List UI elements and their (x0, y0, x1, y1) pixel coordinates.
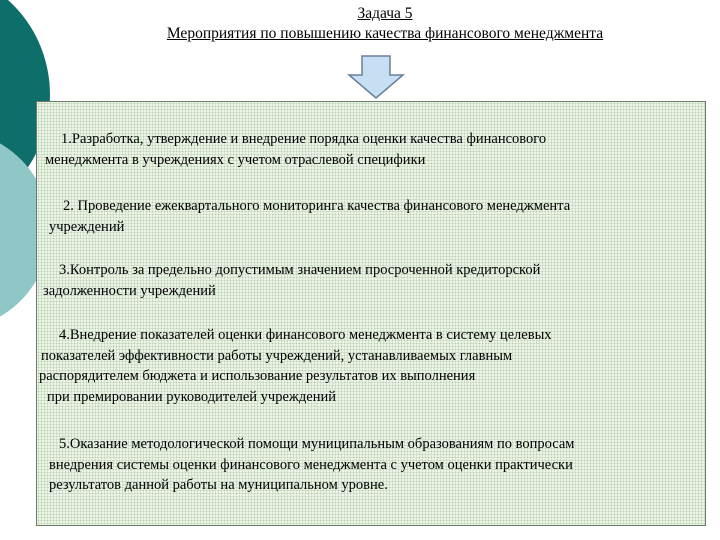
measure-line: менеджмента в учреждениях с учетом отраслевой специфики (45, 151, 426, 168)
task-heading: Мероприятия по повышению качества финансового менеджмента (166, 25, 604, 42)
measure-item-2 (49, 196, 571, 237)
measure-item-3 (43, 260, 541, 301)
measure-line: учреждений (49, 218, 125, 235)
measure-line: распорядителем бюджета и использование результатов их выполнения (39, 368, 476, 384)
measure-line: результатов данной работы на муниципальном уровне. (49, 477, 388, 493)
measures-panel (36, 101, 706, 526)
measure-item-1 (45, 129, 547, 170)
measure-line: показателей эффективности работы учреждений, устанавливаемых главным (41, 347, 513, 364)
measure-item-4 (39, 325, 552, 407)
measure-line: при премировании руководителей учреждений (47, 388, 337, 405)
measure-line: 2. Проведение ежеквартального мониторинга качества финансового менеджмента (63, 198, 571, 214)
measure-line: внедрения системы оценки финансового менеджмента с учетом оценки практически (49, 456, 573, 473)
page-title (60, 4, 710, 44)
measure-item-5 (49, 434, 575, 496)
measure-line: 1.Разработка, утверждение и внедрение порядка оценки качества финансового (61, 131, 547, 147)
measure-line: задолженности учреждений (43, 282, 216, 299)
measure-line: 4.Внедрение показателей оценки финансового менеджмента в систему целевых (59, 327, 552, 343)
down-arrow-icon (346, 55, 406, 99)
measure-line: 5.Оказание методологической помощи муниципальным образованиям по вопросам (59, 436, 575, 452)
task-number: Задача 5 (357, 5, 413, 22)
measure-line: 3.Контроль за предельно допустимым значением просроченной кредиторской (59, 262, 541, 278)
